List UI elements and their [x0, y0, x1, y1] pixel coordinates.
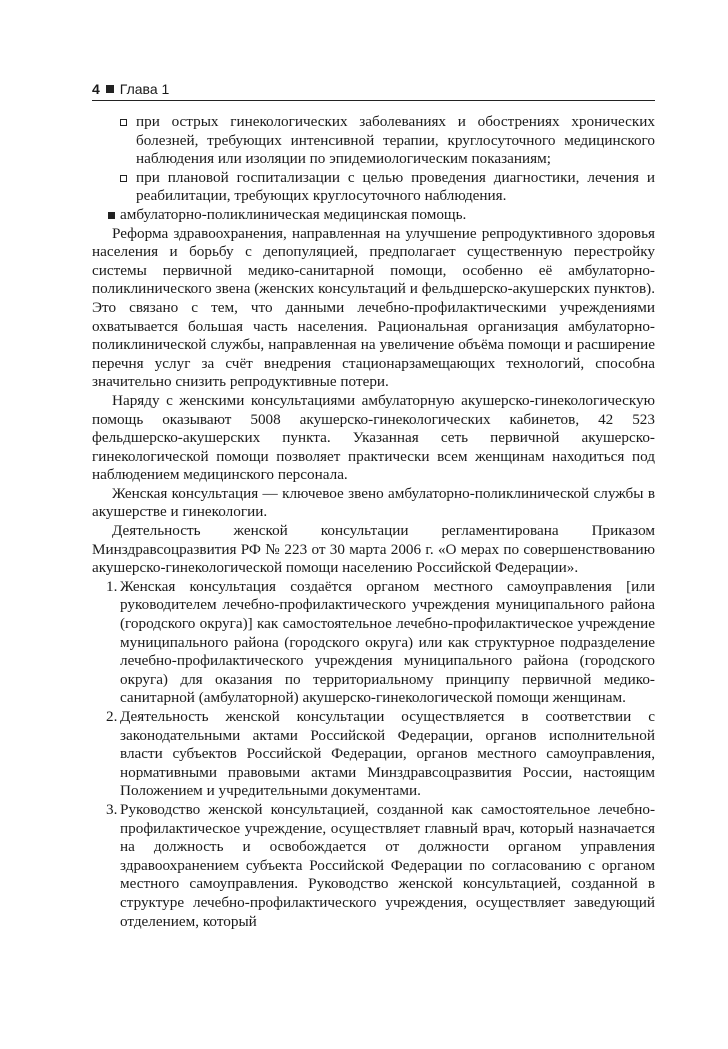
- paragraph: Наряду с женскими консультациями амбулаторную акушерско-гинекологическую помощь оказывают 5008 акушерско-гинекологических кабинетов, 42 523 фельдшерско-акушерских пункта. Указанная сеть первичной акушерско-гинекологической помощи позволяет практически всем женщинам находиться под наблюдением медицинского персонала.: [92, 391, 655, 484]
- page-number: 4: [92, 81, 100, 97]
- checkbox-bullet-icon: [120, 119, 127, 126]
- running-header: [92, 80, 655, 101]
- numbered-item: 3. Руководство женской консультацией, созданной как самостоятельное лечебно-профилактическое учреждение, осуществляет главный врач, который назначается на должность и освобождается от должности органом управления здравоохранением субъекта Российской Федерации по согласованию с органом местного самоуправления. Руководство женской консультацией, созданной в структуре лечебно-профилактического учреждения, осуществляет заведующий отделением, который: [106, 800, 655, 930]
- list-item: при плановой госпитализации с целью проведения диагностики, лечения и реабилитации, требующих круглосуточного наблюдения.: [92, 169, 655, 206]
- checkbox-bullet-icon: [120, 175, 127, 182]
- numbered-item: 1. Женская консультация создаётся органом местного самоуправления [или руководителем лечебно-профилактического учреждения муниципального района (городского округа)] как самостоятельное лечебно-профилактическое учреждение муниципального района (городского округа) или как структурное подразделение лечебно-профилактического учреждения муниципального района (городского округа) для оказания по территориальному принципу первичной медико-санитарной (амбулаторной) акушерско-гинекологической помощи женщинам.: [106, 577, 655, 707]
- document-page: [92, 80, 655, 931]
- paragraph: Женская консультация — ключевое звено амбулаторно-поликлинической службы в акушерстве и гинекологии.: [92, 484, 655, 521]
- list-item: амбулаторно-поликлиническая медицинская помощь.: [92, 206, 655, 225]
- paragraph: Реформа здравоохранения, направленная на улучшение репродуктивного здоровья населения и борьбу с депопуляцией, предполагает существенную перестройку системы первичной медико-санитарной помощи, особенно её амбулаторно-поликлинического звена (женских консультаций и фельдшерско-акушерских пунктов). Это связано с тем, что данными лечебно-профилактическими учреждениями охватывается большая часть населения. Рациональная организация амбулаторно-поликлинической службы, направленная на увеличение объёма помощи и расширение перечня услуг за счёт внедрения стационарзамещающих технологий, способна значительно снизить репродуктивные потери.: [92, 224, 655, 391]
- square-bullet-icon: [108, 212, 115, 219]
- item-number: 1.: [106, 577, 118, 595]
- item-number: 2.: [106, 708, 118, 725]
- paragraph: Деятельность женской консультации регламентирована Приказом Минздравсоцразвития РФ № 223 от 30 марта 2006 г. «О мерах по совершенствованию акушерско-гинекологической помощи населению Российской Федерации».: [92, 522, 655, 577]
- list-item: при острых гинекологических заболеваниях и обострениях хронических болезней, требующих интенсивной терапии, круглосуточного медицинского наблюдения или изоляции по эпидемиологическим показаниям;: [92, 113, 655, 169]
- item-number: 3.: [106, 800, 118, 818]
- numbered-item: 2. Деятельность женской консультации осуществляется в соответствии с законодательными актами Российской Федерации, органов исполнительной власти субъектов Российской Федерации, органов местного самоуправления, нормативными правовыми актами Минздравсоцразвития России, настоящим Положением и учредительными документами.: [106, 708, 655, 800]
- square-bullet-icon: [106, 85, 114, 93]
- chapter-title: Глава 1: [119, 81, 170, 97]
